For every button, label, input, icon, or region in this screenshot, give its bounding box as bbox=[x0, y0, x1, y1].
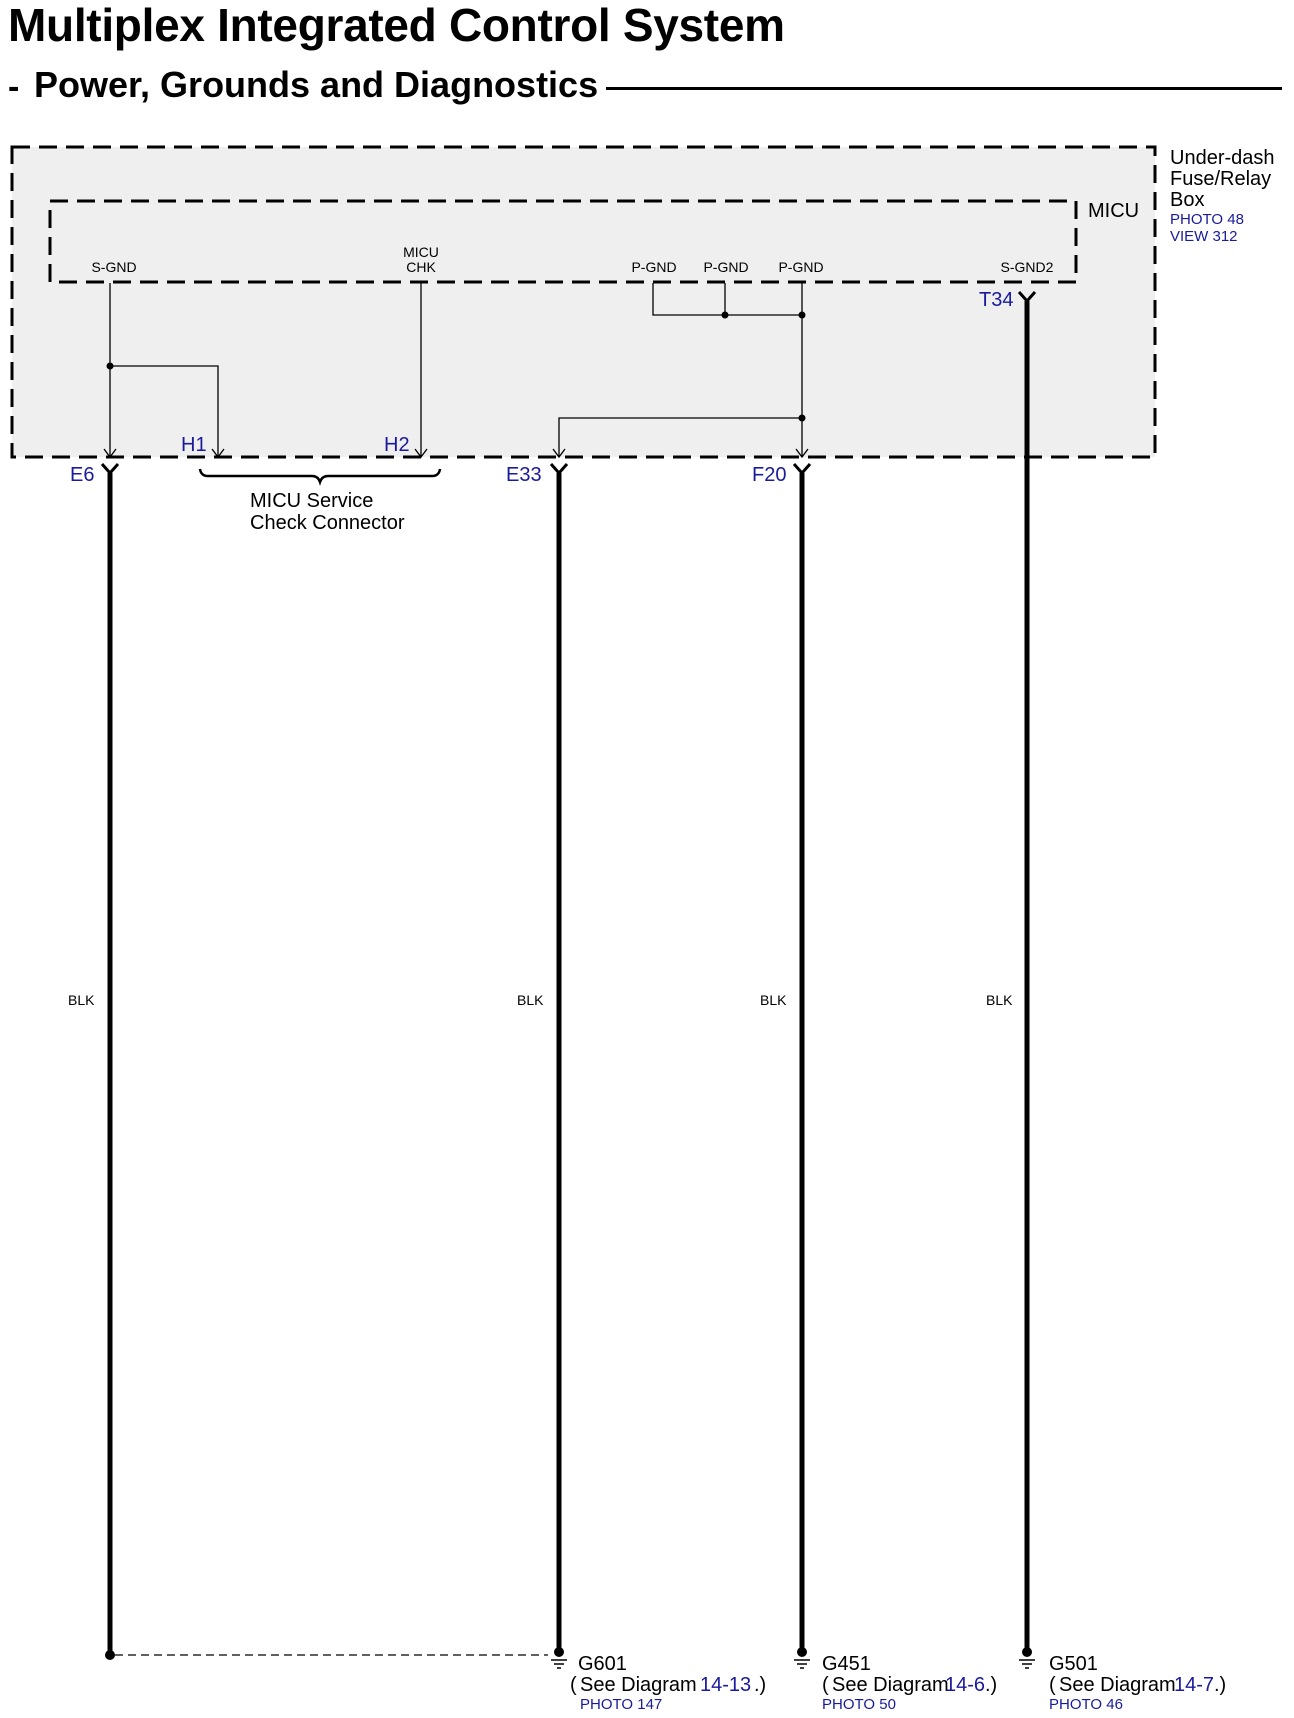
ground-g601-see: See Diagram bbox=[580, 1674, 697, 1696]
connector-e6[interactable]: E6 bbox=[70, 464, 95, 486]
pin-label-micu-chk-line2: CHK bbox=[406, 259, 436, 275]
ground-g501-photo-link[interactable]: PHOTO 46 bbox=[1049, 1696, 1123, 1713]
ground-g601-paren-close: .) bbox=[754, 1674, 767, 1696]
fuse-box-label-line2: Fuse/Relay bbox=[1170, 168, 1272, 190]
connector-t34[interactable]: T34 bbox=[979, 289, 1014, 311]
splice-p-gnd-b bbox=[799, 312, 806, 319]
ground-symbol-g501 bbox=[1019, 1647, 1035, 1668]
ground-node-g501 bbox=[1022, 1647, 1032, 1657]
service-check-label-line2: Check Connector bbox=[250, 512, 405, 534]
ground-g451-name: G451 bbox=[822, 1653, 871, 1675]
page-subtitle: Power, Grounds and Diagnostics bbox=[34, 64, 599, 105]
fuse-box-label-line3: Box bbox=[1170, 189, 1205, 211]
service-check-bracket bbox=[200, 469, 440, 482]
ground-g451-diagram-link[interactable]: 14-6 bbox=[945, 1674, 986, 1696]
ground-node-g601 bbox=[554, 1647, 564, 1657]
fuse-box-photo-link[interactable]: PHOTO 48 bbox=[1170, 211, 1244, 228]
micu-outline bbox=[50, 201, 1076, 282]
pin-label-p-gnd-3: P-GND bbox=[778, 259, 824, 275]
wire-color-e6: BLK bbox=[68, 992, 95, 1008]
connector-h1[interactable]: H1 bbox=[181, 434, 207, 456]
ground-g601-photo-link[interactable]: PHOTO 147 bbox=[580, 1696, 663, 1713]
fork-e33 bbox=[551, 464, 567, 473]
pin-label-p-gnd-1: P-GND bbox=[631, 259, 677, 275]
ground-symbol-g601 bbox=[551, 1647, 567, 1668]
ground-g451-photo-link[interactable]: PHOTO 50 bbox=[822, 1696, 896, 1713]
pin-label-s-gnd: S-GND bbox=[91, 259, 137, 275]
fuse-box-view-link[interactable]: VIEW 312 bbox=[1170, 228, 1238, 245]
pin-label-micu-chk-line1: MICU bbox=[403, 244, 439, 260]
connector-e33[interactable]: E33 bbox=[506, 464, 542, 486]
pin-label-p-gnd-2: P-GND bbox=[703, 259, 749, 275]
splice-p-gnd-a bbox=[722, 312, 729, 319]
ground-icon-g601 bbox=[551, 1660, 567, 1668]
ground-g501-see: See Diagram bbox=[1059, 1674, 1176, 1696]
ground-g601-paren-open: ( bbox=[570, 1674, 577, 1696]
ground-g501-paren-close: .) bbox=[1214, 1674, 1227, 1696]
ground-g601-diagram-link[interactable]: 14-13 bbox=[700, 1674, 752, 1696]
fuse-box-label-line1: Under-dash bbox=[1170, 147, 1275, 169]
micu-label: MICU bbox=[1088, 200, 1140, 222]
ground-symbol-g451 bbox=[794, 1647, 810, 1668]
ground-g501-paren-open: ( bbox=[1049, 1674, 1056, 1696]
ground-g601-name: G601 bbox=[578, 1653, 627, 1675]
ground-g501-name: G501 bbox=[1049, 1653, 1098, 1675]
pin-label-s-gnd2: S-GND2 bbox=[1000, 259, 1054, 275]
service-check-label-line1: MICU Service bbox=[250, 490, 374, 512]
ground-icon-g451 bbox=[794, 1660, 810, 1668]
ground-node-g451 bbox=[797, 1647, 807, 1657]
wire-color-t34: BLK bbox=[986, 992, 1013, 1008]
page-title: Multiplex Integrated Control System bbox=[8, 0, 785, 51]
wire-color-f20: BLK bbox=[760, 992, 787, 1008]
wire-color-e33: BLK bbox=[517, 992, 544, 1008]
subtitle-dash: - bbox=[8, 68, 20, 106]
fork-e6 bbox=[102, 464, 118, 473]
ground-g501-diagram-link[interactable]: 14-7 bbox=[1174, 1674, 1215, 1696]
ground-g451-paren-open: ( bbox=[822, 1674, 829, 1696]
connector-f20[interactable]: F20 bbox=[752, 464, 787, 486]
connector-h2[interactable]: H2 bbox=[384, 434, 410, 456]
ground-icon-g501 bbox=[1019, 1660, 1035, 1668]
ground-g451-see: See Diagram bbox=[832, 1674, 949, 1696]
fork-f20 bbox=[794, 464, 810, 473]
splice-e6-bottom bbox=[105, 1650, 115, 1660]
ground-g451-paren-close: .) bbox=[985, 1674, 998, 1696]
